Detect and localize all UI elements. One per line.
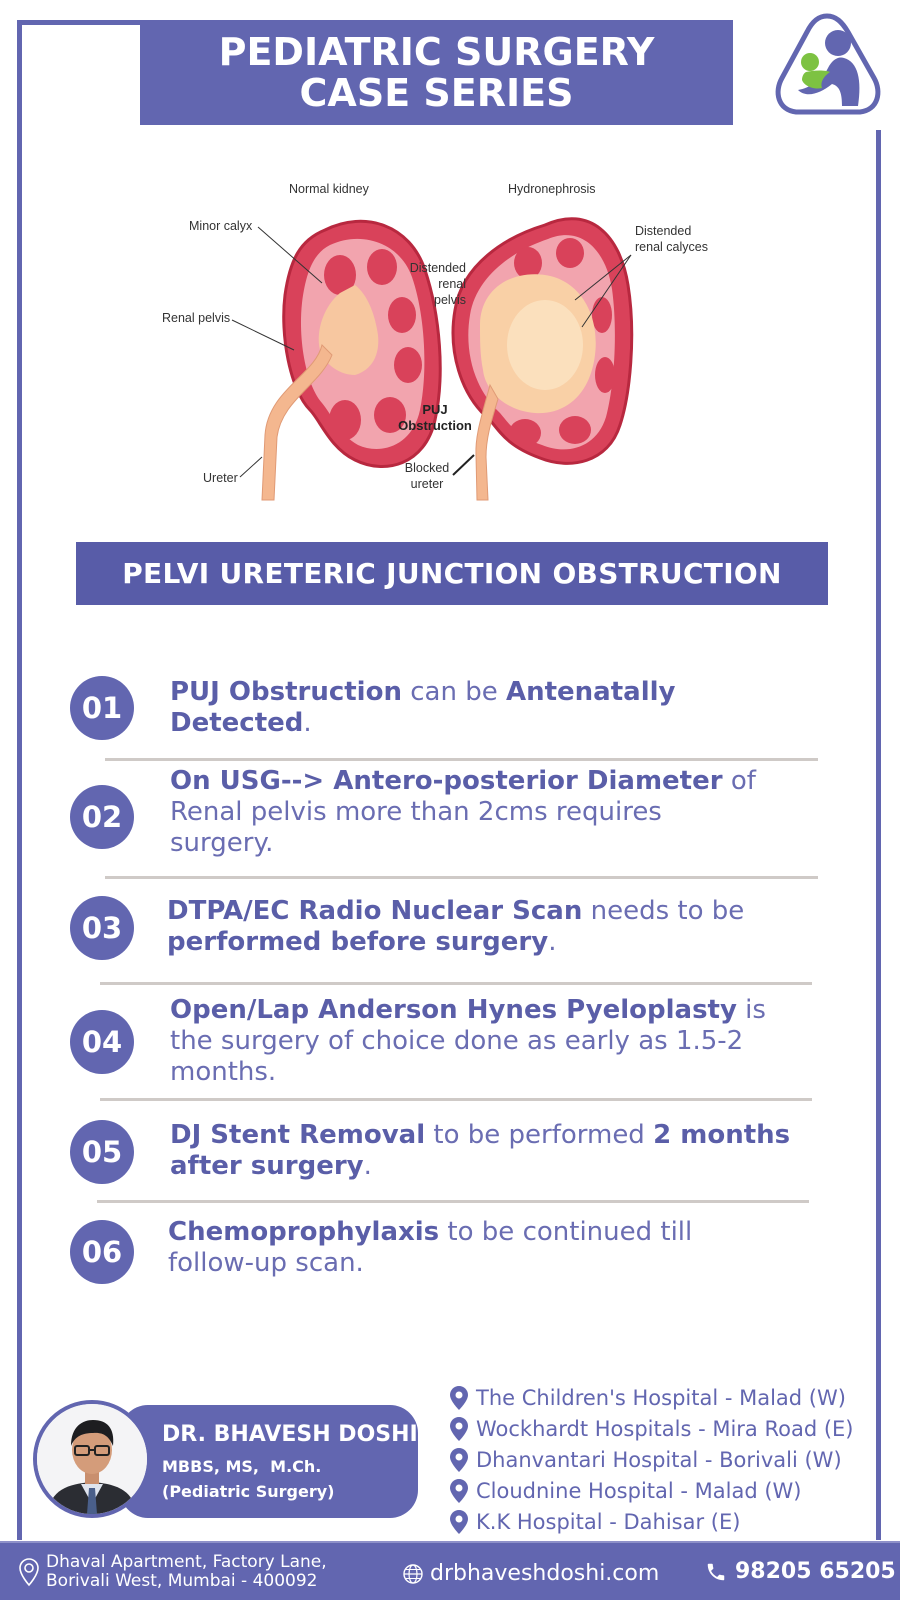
point-number-badge: 03 xyxy=(70,896,134,960)
label-ureter: Ureter xyxy=(203,471,238,485)
point-number-badge: 05 xyxy=(70,1120,134,1184)
phone-icon xyxy=(705,1561,727,1583)
location-outline-icon xyxy=(18,1557,40,1587)
point-text-bold: Open/Lap Anderson Hynes Pyeloplasty xyxy=(170,995,737,1025)
divider xyxy=(100,982,812,985)
point-text-regular: can be xyxy=(401,677,506,707)
address-line-2: Borivali West, Mumbai - 400092 xyxy=(46,1571,318,1591)
location-pin-icon xyxy=(450,1510,468,1534)
point-text xyxy=(170,995,766,1088)
section-title-banner xyxy=(76,542,828,605)
point-number-badge: 04 xyxy=(70,1010,134,1074)
label-distended-renal-pelvis: Distended renal pelvis xyxy=(409,261,466,307)
hospital-item: The Children's Hospital - Malad (W) xyxy=(450,1382,853,1413)
globe-icon xyxy=(402,1563,424,1585)
point-text-regular: follow-up scan. xyxy=(168,1248,364,1278)
point-text-bold: Detected xyxy=(170,708,304,738)
label-renal-pelvis: Renal pelvis xyxy=(162,311,231,325)
point-text-bold: DTPA/EC Radio Nuclear Scan xyxy=(167,896,583,926)
title-line-2: CASE SERIES xyxy=(299,70,574,115)
point-text-bold: Chemoprophylaxis xyxy=(168,1217,440,1247)
label-minor-calyx: Minor calyx xyxy=(189,219,253,233)
point-text-regular: Renal pelvis more than 2cms requires xyxy=(170,797,662,827)
label-puj-obstruction: PUJ Obstruction xyxy=(398,402,472,433)
location-pin-icon xyxy=(450,1417,468,1441)
point-number-badge: 02 xyxy=(70,785,134,849)
point-text-bold: Antenatally xyxy=(505,677,676,707)
hospital-item: Wockhardt Hospitals - Mira Road (E) xyxy=(450,1413,853,1444)
point-text-regular: to be continued till xyxy=(439,1217,693,1247)
hospital-list xyxy=(450,1382,853,1537)
title-line-1: PEDIATRIC SURGERY xyxy=(218,29,655,74)
label-distended-calyces: Distended renal calyces xyxy=(635,224,708,254)
point-text-regular: surgery. xyxy=(170,828,274,858)
section-title: PELVI URETERIC JUNCTION OBSTRUCTION xyxy=(122,557,782,590)
footer-address xyxy=(18,1553,327,1591)
location-pin-icon xyxy=(450,1479,468,1503)
doctor-specialty: (Pediatric Surgery) xyxy=(162,1482,335,1501)
point-text-bold: 2 months xyxy=(653,1120,791,1150)
point-text-bold: DJ Stent Removal xyxy=(170,1120,426,1150)
point-text-bold: after surgery xyxy=(170,1151,364,1181)
footer-phone-link[interactable]: 98205 65205 xyxy=(705,1559,896,1584)
point-text-bold: PUJ Obstruction xyxy=(170,677,402,707)
frame-left-border xyxy=(17,20,22,1540)
point-text xyxy=(170,766,756,859)
label-hydronephrosis: Hydronephrosis xyxy=(508,182,596,196)
kidney-illustration xyxy=(150,175,750,515)
point-text-bold: On USG--> Antero-posterior Diameter xyxy=(170,766,723,796)
point-text xyxy=(170,1120,790,1182)
point-text xyxy=(167,896,744,958)
title-banner xyxy=(140,20,733,125)
label-blocked-ureter: Blocked ureter xyxy=(404,461,450,491)
doctor-qualifications xyxy=(162,1454,334,1504)
point-text-regular: to be performed xyxy=(425,1120,654,1150)
hospital-item: K.K Hospital - Dahisar (E) xyxy=(450,1506,853,1537)
location-pin-icon xyxy=(450,1386,468,1410)
point-number-badge: 01 xyxy=(70,676,134,740)
divider xyxy=(105,876,818,879)
divider xyxy=(100,1098,812,1101)
footer-website-link[interactable]: drbhaveshdoshi.com xyxy=(402,1561,659,1586)
frame-top-border xyxy=(17,20,142,25)
footer-bar xyxy=(0,1541,900,1600)
point-number-badge: 06 xyxy=(70,1220,134,1284)
hospital-item: Cloudnine Hospital - Malad (W) xyxy=(450,1475,853,1506)
doctor-photo-icon xyxy=(37,1404,147,1514)
point-text xyxy=(170,677,675,739)
mother-child-logo-icon xyxy=(770,10,885,120)
point-text-regular: of xyxy=(722,766,756,796)
point-text-regular: . xyxy=(303,708,312,738)
point-text-regular: . xyxy=(363,1151,372,1181)
location-pin-icon xyxy=(450,1448,468,1472)
hospital-item: Dhanvantari Hospital - Borivali (W) xyxy=(450,1444,853,1475)
point-text-regular: months. xyxy=(170,1057,277,1087)
doctor-name: DR. BHAVESH DOSHI xyxy=(162,1422,418,1447)
frame-right-border xyxy=(876,130,881,1540)
doctor-avatar xyxy=(33,1400,151,1518)
point-text-regular: is xyxy=(736,995,766,1025)
doctor-degrees: MBBS, MS, M.Ch. xyxy=(162,1457,322,1476)
divider xyxy=(105,758,818,761)
divider xyxy=(97,1200,809,1203)
address-line-1: Dhaval Apartment, Factory Lane, xyxy=(46,1552,327,1572)
point-text-regular: . xyxy=(548,927,557,957)
point-text xyxy=(168,1217,692,1279)
label-normal-kidney: Normal kidney xyxy=(289,182,369,196)
point-text-regular: the surgery of choice done as early as 1.5-2 xyxy=(170,1026,744,1056)
point-text-regular: needs to be xyxy=(582,896,745,926)
point-text-bold: performed before surgery xyxy=(167,927,549,957)
